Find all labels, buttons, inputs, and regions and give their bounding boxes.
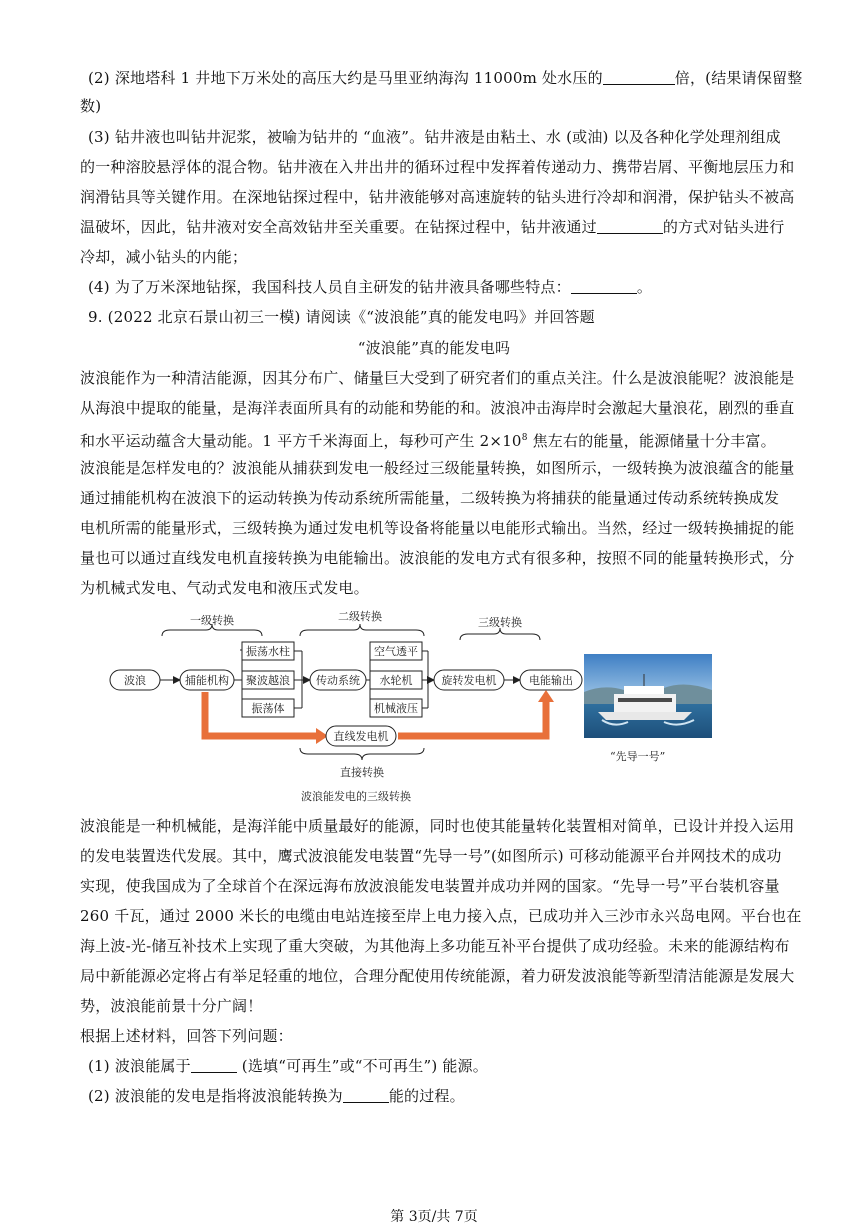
para2-line5: 为机械式发电、气动式发电和液压式发电。 <box>80 579 369 597</box>
diagram-caption: 波浪能发电的三级转换 <box>301 790 411 803</box>
level1-brace <box>162 624 262 636</box>
para3-line2: 的发电装置迭代发展。其中，鹰式波浪能发电装置“先导一号”(如图所示) 可移动能源平台并网技术的成功 <box>80 847 782 865</box>
osc-column-label: 振荡水柱 <box>246 645 290 658</box>
platform-image <box>584 654 712 738</box>
output-label: 电能输出 <box>529 674 573 687</box>
q8-part3-line2: 的一种溶胶悬浮体的混合物。钻井液在入井出井的循环过程中发挥着传递动力、携带岩屑、平衡地层压力和 <box>80 158 795 176</box>
platform-caption: “先导一号” <box>610 750 666 763</box>
q9-sub1: (1) 波浪能属于 (选填“可再生”或“不可再生”) 能源。 <box>88 1057 488 1075</box>
para3-line7: 势，波浪能前景十分广阔！ <box>80 997 263 1015</box>
oscillator-label: 振荡体 <box>251 702 285 715</box>
answer-blank[interactable] <box>571 279 637 294</box>
q9-header: 9. (2022 北京石景山初三一模) 请阅读《“波浪能”真的能发电吗》并回答题 <box>88 308 595 326</box>
answer-blank[interactable] <box>191 1058 237 1073</box>
q8-part2: (2) 深地塔科 1 井地下万米处的高压大约是马里亚纳海沟 11000m 处水压的 倍，(结果请保留整 <box>88 69 803 87</box>
linear-generator-label: 直线发电机 <box>333 730 389 743</box>
q8-part3-line1: (3) 钻井液也叫钻井泥浆，被喻为钻井的 “血液”。钻井液是由粘土、水 (或油) 以及各种化学处理剂组成 <box>88 128 781 146</box>
para3-line3: 实现，使我国成为了全球首个在深远海布放波浪能发电装置并成功并网的国家。“先导一号”平台装机容量 <box>80 877 780 895</box>
level3-brace <box>460 628 540 640</box>
para3-line6: 局中新能源必定将占有举足轻重的地位，合理分配使用传统能源，着力研发波浪能等新型清洁能源是发展大 <box>80 967 795 985</box>
level2-label: 二级转换 <box>338 610 382 623</box>
answer-blank[interactable] <box>597 219 663 234</box>
para2-line1: 波浪能是怎样发电的？波浪能从捕获到发电一般经过三级能量转换，如图所示，一级转换为波浪蕴含的能量 <box>80 459 795 477</box>
q8-part2-cont: 数) <box>80 97 102 115</box>
para3-line4: 260 千瓦，通过 2000 米长的电缆由电站连接至岸上电力接入点，已成功并入三沙市永兴岛电网。平台也在 <box>80 907 802 925</box>
questions-prompt: 根据上述材料，回答下列问题： <box>80 1027 293 1045</box>
water-turbine-label: 水轮机 <box>379 674 413 687</box>
transmission-label: 传动系统 <box>316 674 360 687</box>
answer-blank[interactable] <box>343 1088 389 1103</box>
generator-label: 旋转发电机 <box>441 674 497 687</box>
air-turbine-label: 空气透平 <box>374 645 418 658</box>
para3-line1: 波浪能是一种机械能，是海洋能中质量最好的能源，同时也使其能量转化装置相对简单，已设计并投入运用 <box>80 817 795 835</box>
q8-part3-line4: 温破坏，因此，钻井液对安全高效钻井至关重要。在钻探过程中，钻井液通过 的方式对钻头进行 <box>80 218 785 236</box>
direct-label: 直接转换 <box>340 766 384 779</box>
wave-label: 波浪 <box>124 674 146 687</box>
page-footer: 第 3页/共 7页 <box>390 1209 478 1225</box>
q8-part4: (4) 为了万米深地钻探，我国科技人员自主研发的钻井液具备哪些特点： 。 <box>88 278 653 296</box>
q8-part3-line3: 润滑钻具等关键作用。在深地钻探过程中，钻井液能够对高速旋转的钻头进行冷却和润滑，保护钻头不被高 <box>80 188 795 206</box>
capture-label: 捕能机构 <box>185 674 229 687</box>
level1-label: 一级转换 <box>190 614 234 627</box>
level2-brace <box>300 624 424 636</box>
para2-line2: 通过捕能机构在波浪下的运动转换为传动系统所需能量，二级转换为将捕获的能量通过传动系统转换成发 <box>80 489 780 507</box>
mechanical-label: 机械液压 <box>374 702 418 715</box>
xiandao-platform-photo <box>584 654 712 738</box>
para1-line2: 从海浪中提取的能量，是海洋表面所具有的动能和势能的和。波浪冲击海岸时会激起大量浪花，剧烈的垂直 <box>80 399 795 417</box>
para3-line5: 海上波-光-储互补技术上实现了重大突破，为其他海上多功能互补平台提供了成功经验。未来的能源结构布 <box>80 937 790 955</box>
para1-line1: 波浪能作为一种清洁能源，因其分布广、储量巨大受到了研究者们的重点关注。什么是波浪能呢？波浪能是 <box>80 369 795 387</box>
overtopping-label: 聚波越浪 <box>246 674 290 687</box>
para1-line3: 和水平运动蕴含大量动能。1 平方千米海面上，每秒可产生 $2\times 10^8$ 焦左右的能量，能源储量十分丰富。 <box>80 432 776 450</box>
para2-line3: 电机所需的能量形式，三级转换为通过发电机等设备将能量以电能形式输出。当然，经过一级转换捕捉的能 <box>80 519 795 537</box>
q8-part3-line5: 冷却，减小钻头的内能； <box>80 248 248 266</box>
direct-brace <box>300 748 424 760</box>
level3-label: 三级转换 <box>478 616 522 629</box>
q9-sub2: (2) 波浪能的发电是指将波浪能转换为 能的过程。 <box>88 1087 465 1105</box>
article-title: “波浪能”真的能发电吗 <box>357 339 511 357</box>
para2-line4: 量也可以通过直线发电机直接转换为电能输出。波浪能的发电方式有很多种，按照不同的能量转换形式，分 <box>80 549 795 567</box>
answer-blank[interactable] <box>603 70 675 85</box>
